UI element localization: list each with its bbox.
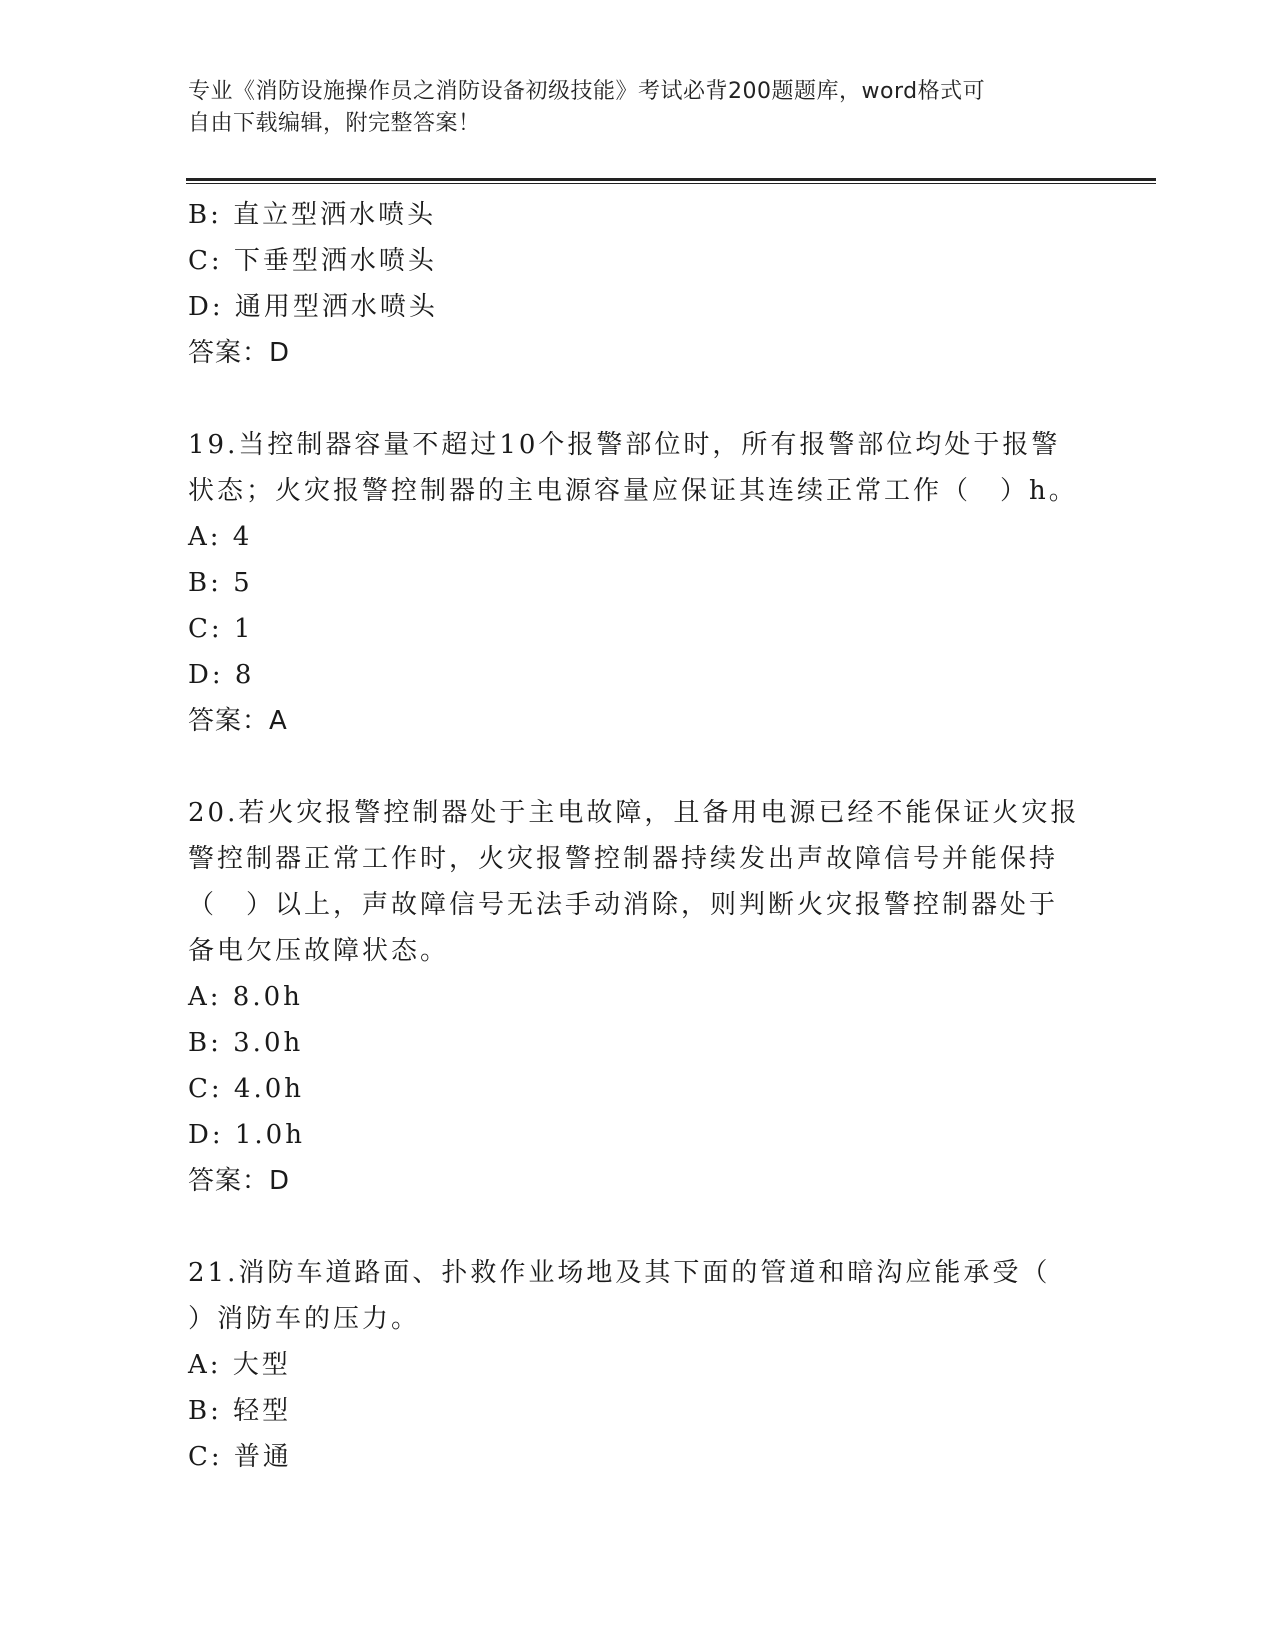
question-21	[188, 1250, 1088, 1480]
option-b: B: 3.0h	[188, 1028, 304, 1058]
option-c: C: 下垂型洒水喷头	[188, 246, 437, 276]
question-stem: （ ）以上，声故障信号无法手动消除，则判断火灾报警控制器处于	[188, 890, 1059, 920]
option-d: D: 8	[188, 660, 255, 690]
option-c: C: 4.0h	[188, 1074, 305, 1104]
option-d: D: 通用型洒水喷头	[188, 292, 438, 322]
question-list	[188, 192, 1088, 1480]
question-stem: 状态；火灾报警控制器的主电源容量应保证其连续正常工作（ ）h。	[188, 476, 1078, 506]
option-b: B: 轻型	[188, 1396, 292, 1426]
question-stem: 警控制器正常工作时，火灾报警控制器持续发出声故障信号并能保持	[188, 844, 1059, 874]
question-stem: ）消防车的压力。	[188, 1304, 421, 1334]
question-stem: 19.当控制器容量不超过10个报警部位时，所有报警部位均处于报警	[188, 430, 1061, 460]
question-stem: 20.若火灾报警控制器处于主电故障，且备用电源已经不能保证火灾报	[188, 798, 1080, 828]
question-19	[188, 422, 1088, 744]
answer: 答案：D	[188, 1166, 291, 1196]
header-line-2: 自由下载编辑，附完整答案！	[188, 111, 481, 136]
header-line-1: 专业《消防设施操作员之消防设备初级技能》考试必背200题题库，word格式可	[188, 79, 986, 104]
option-a: A: 4	[188, 522, 253, 552]
option-c: C: 普通	[188, 1442, 292, 1472]
question-18-tail	[188, 192, 1088, 376]
option-b: B: 直立型洒水喷头	[188, 200, 437, 230]
header-divider-thick	[186, 178, 1156, 181]
spacer	[188, 376, 1088, 422]
header-divider-thin	[186, 183, 1156, 184]
option-c: C: 1	[188, 614, 254, 644]
option-a: A: 大型	[188, 1350, 291, 1380]
spacer	[188, 1204, 1088, 1250]
question-20	[188, 790, 1088, 1204]
document-header	[188, 76, 1088, 140]
option-b: B: 5	[188, 568, 253, 598]
spacer	[188, 744, 1088, 790]
option-a: A: 8.0h	[188, 982, 303, 1012]
answer: 答案：D	[188, 338, 291, 368]
option-d: D: 1.0h	[188, 1120, 305, 1150]
question-stem: 备电欠压故障状态。	[188, 936, 450, 966]
answer: 答案：A	[188, 706, 288, 736]
question-stem: 21.消防车道路面、扑救作业场地及其下面的管道和暗沟应能承受（	[188, 1258, 1051, 1288]
